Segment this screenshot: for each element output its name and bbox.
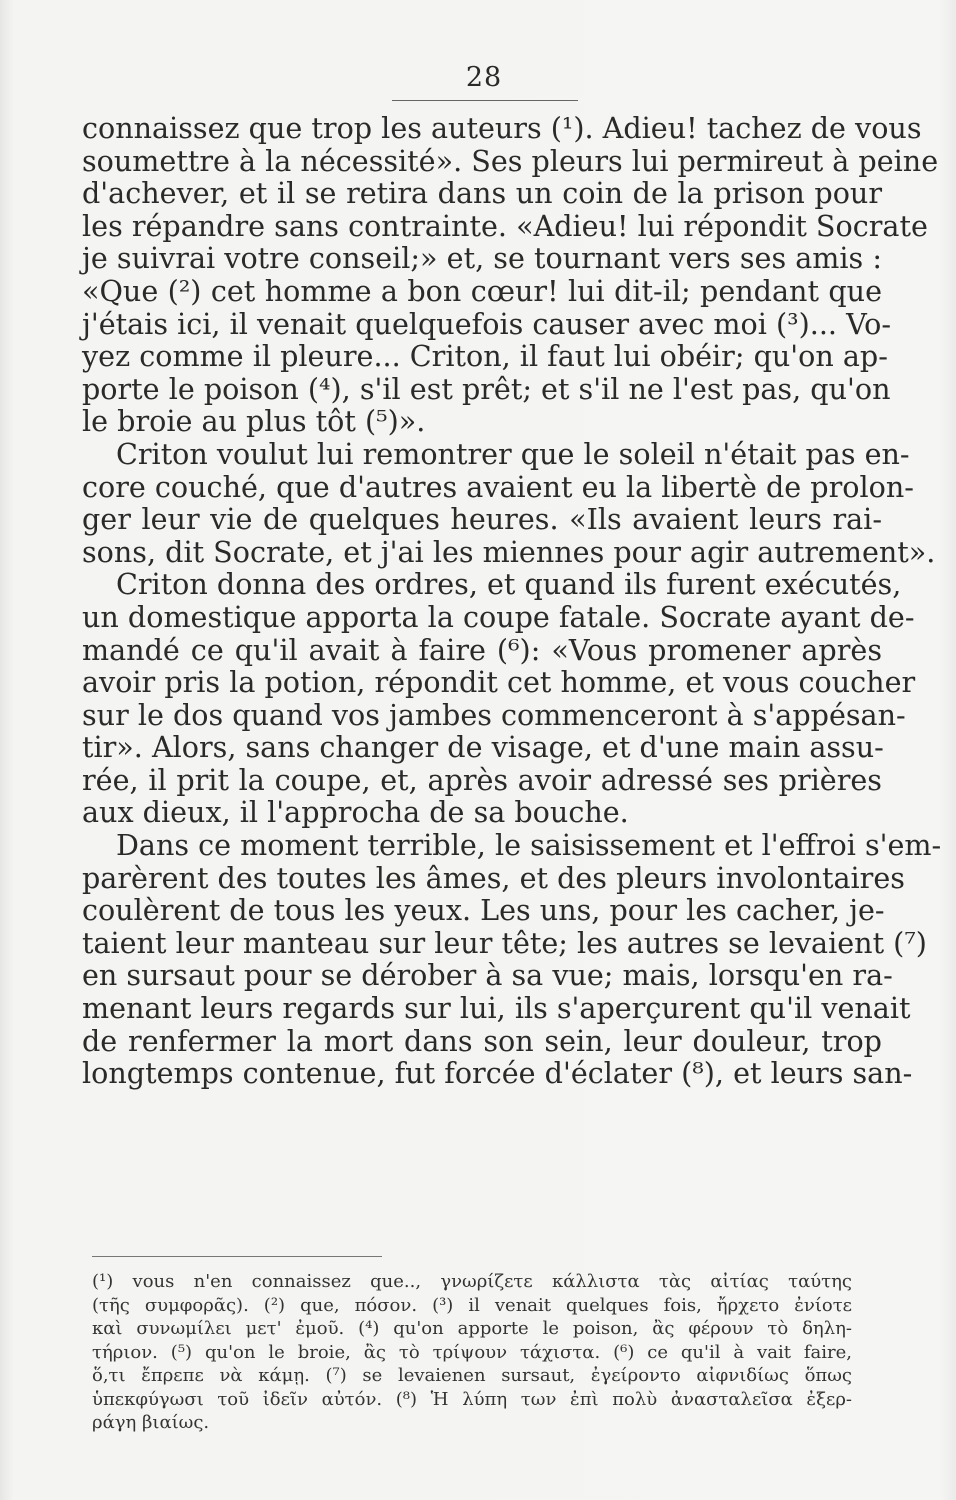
text-line: Dans ce moment terrible, le saisissement et l'effroi s'em- — [116, 828, 942, 863]
footnote-line: ὑπεκφύγωσι τοῦ ἰδεῖν αὐτόν. (⁸) Ἡ λύπη των ἐπὶ πολὺ ἀνασταλεῖσα ἐξερ- — [92, 1388, 852, 1410]
footnote-line: τήριον. (⁵) qu'on le broie, ἂς τὸ τρίψουν τάχιστα. (⁶) ce qu'il à vait faire, — [92, 1341, 852, 1363]
footnote-line: (¹) vous n'en connaissez que.., γνωρίζετε κάλλιστα τὰς αἰτίας ταύτης — [92, 1271, 852, 1292]
text-line: Criton donna des ordres, et quand ils furent exécutés, — [116, 567, 902, 602]
text-line: en sursaut pour se dérober à sa vue; mais, lorsqu'en ra- — [82, 958, 893, 993]
text-line: sur le dos quand vos jambes commenceront à s'appésan- — [82, 697, 906, 732]
text-line: soumettre à la nécessité». Ses pleurs lui permireut à peine — [82, 143, 939, 178]
text-line: rée, il prit la coupe, et, après avoir adressé ses prières — [82, 762, 882, 797]
text-line: porte le poison (⁴), s'il est prêt; et s'il ne l'est pas, qu'on — [82, 371, 891, 406]
text-line: tir». Alors, sans changer de visage, et d'une main assu- — [82, 730, 884, 765]
text-line: un domestique apporta la coupe fatale. Socrate ayant de- — [82, 599, 915, 634]
text-line: yez comme il pleure... Criton, il faut lui obéir; qu'on ap- — [82, 339, 888, 374]
page-number: 28 — [465, 62, 503, 93]
text-line: avoir pris la potion, répondit cet homme, et vous coucher — [82, 665, 916, 700]
text-line: j'étais ici, il venait quelquefois causer avec moi (³)... Vo- — [82, 306, 892, 341]
text-line: longtemps contenue, fut forcée d'éclater (⁸), et leurs san- — [82, 1056, 913, 1091]
text-line: connaissez que trop les auteurs (¹). Adieu! tachez de vous — [82, 111, 922, 145]
header-rule — [392, 100, 578, 101]
main-text — [82, 111, 942, 1091]
footnote-line: καὶ συνωμίλει μετ' ἐμοῦ. (⁴) qu'on apporte le poison, ἂς φέρουν τὸ δηλη- — [92, 1318, 852, 1339]
text-line: menant leurs regards sur lui, ils s'aperçurent qu'il venait — [82, 991, 911, 1026]
text-line: le broie au plus tôt (⁵)». — [82, 404, 426, 439]
footnote-line: ὅ,τι ἔπρεπε νὰ κάμῃ. (⁷) se levaienen sursaut, ἐγείροντο αἰφνιδίως ὅπως — [92, 1365, 852, 1386]
text-line: core couché, que d'autres avaient eu la libertè de prolon- — [82, 469, 914, 504]
text-line: sons, dit Socrate, et j'ai les miennes pour agir autrement». — [82, 534, 936, 569]
footnote-line: ράγη βιαίως. — [92, 1412, 210, 1433]
text-line: Criton voulut lui remontrer que le soleil n'était pas en- — [116, 436, 910, 471]
footnote-rule — [92, 1256, 382, 1257]
text-line: mandé ce qu'il avait à faire (⁶): «Vous promener après — [82, 632, 882, 667]
text-line: coulèrent de tous les yeux. Les uns, pour les cacher, je- — [82, 893, 885, 928]
text-line: d'achever, et il se retira dans un coin de la prison pour — [82, 176, 882, 211]
text-line: de renfermer la mort dans son sein, leur douleur, trop — [82, 1023, 882, 1058]
text-line: les répandre sans contrainte. «Adieu! lui répondit Socrate — [82, 208, 928, 243]
text-line: aux dieux, il l'approcha de sa bouche. — [82, 795, 629, 830]
text-line: ger leur vie de quelques heures. «Ils avaient leurs rai- — [82, 502, 882, 537]
footnote-line: (τῆς συμφορᾶς). (²) que, πόσον. (³) il venait quelques fois, ἤρχετο ἐνίοτε — [92, 1294, 852, 1316]
footnotes — [92, 1270, 852, 1435]
text-line: parèrent des toutes les âmes, et des pleurs involontaires — [82, 860, 905, 895]
text-line: «Que (²) cet homme a bon cœur! lui dit-il; pendant que — [82, 273, 882, 308]
text-line: taient leur manteau sur leur tête; les autres se levaient (⁷) — [82, 925, 927, 960]
text-line: je suivrai votre conseil;» et, se tournant vers ses amis : — [82, 241, 882, 276]
